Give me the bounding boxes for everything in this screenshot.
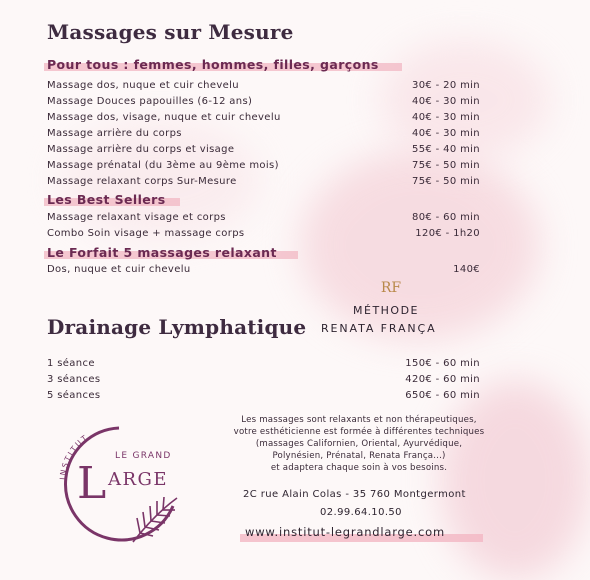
section-heading-best-sellers: Les Best Sellers [47,192,166,207]
website-link[interactable]: www.institut-legrandlarge.com [245,525,445,539]
price-row [47,212,480,227]
service-label: Massage prénatal (du 3ème au 9ème mois) [47,160,279,171]
info-line: votre esthéticienne est formée à différentes techniques [233,427,485,437]
service-price: 30€ - 20 min [411,80,480,91]
service-label: Massage arrière du corps [47,128,182,139]
service-label: 5 séances [47,390,101,401]
section-title-drainage: Drainage Lymphatique [47,315,307,339]
price-row [47,112,480,127]
price-row [47,374,480,389]
price-row [47,228,480,243]
logo-large-rest: ARGE [108,469,169,490]
service-label: Massage dos, visage, nuque et cuir chevelu [47,112,281,123]
price-row [47,128,480,143]
renata-franca-logo [382,278,400,296]
service-price: 75€ - 50 min [411,176,480,187]
address: 2C rue Alain Colas - 35 760 Montgermont [243,489,466,500]
info-line: Les massages sont relaxants et non thérapeutiques, [241,415,477,425]
price-row [47,160,480,175]
service-price: 75€ - 50 min [411,160,480,171]
price-row [47,390,480,405]
service-price: 420€ - 60 min [405,374,480,385]
section-heading-forfait: Le Forfait 5 massages relaxant [47,245,277,260]
service-price: 40€ - 30 min [411,128,480,139]
info-paragraph [200,414,518,474]
svg-text:RF: RF [380,280,402,296]
service-price: 55€ - 40 min [411,144,480,155]
service-label: Massage relaxant corps Sur-Mesure [47,176,237,187]
logo-large-initial: L [77,458,107,509]
service-label: Combo Soin visage + massage corps [47,228,245,239]
service-price: 150€ - 60 min [405,358,480,369]
service-label: Massage Douces papouilles (6-12 ans) [47,96,253,107]
service-label: 1 séance [47,358,95,369]
service-label: Massage arrière du corps et visage [47,144,235,155]
section-heading-pour-tous: Pour tous : femmes, hommes, filles, garçons [47,57,379,72]
palm-leaf-icon [133,497,177,542]
price-row [47,358,480,373]
info-line: Polynésien, Prénatal, Renata França...) [272,451,446,461]
info-line: et adaptera chaque soin à vos besoins. [270,463,448,473]
svg-text:INSTITUT: INSTITUT [57,432,91,481]
service-label: Massage relaxant visage et corps [47,212,226,223]
price-row [47,264,480,279]
price-row [47,96,480,111]
le-grand-large-logo [45,418,197,552]
service-price: 140€ [453,264,480,275]
service-label: Massage dos, nuque et cuir chevelu [47,80,239,91]
price-row [47,176,480,191]
service-price: 120€ - 1h20 [415,228,480,239]
methode-brand-name: RENATA FRANÇA [321,322,437,335]
phone-number: 02.99.64.10.50 [320,507,402,518]
service-price: 650€ - 60 min [405,390,480,401]
logo-le-grand: LE GRAND [115,451,172,461]
price-row [47,144,480,159]
price-row [47,80,480,95]
service-price: 80€ - 60 min [411,212,480,223]
info-line: (massages Californien, Oriental, Ayurvédique, [255,439,463,449]
service-label: Dos, nuque et cuir chevelu [47,264,191,275]
methode-label: MÉTHODE [353,304,420,317]
page-title: Massages sur Mesure [47,20,294,44]
watercolor-splash [440,380,590,580]
service-price: 40€ - 30 min [411,112,480,123]
service-label: 3 séances [47,374,101,385]
service-price: 40€ - 30 min [411,96,480,107]
